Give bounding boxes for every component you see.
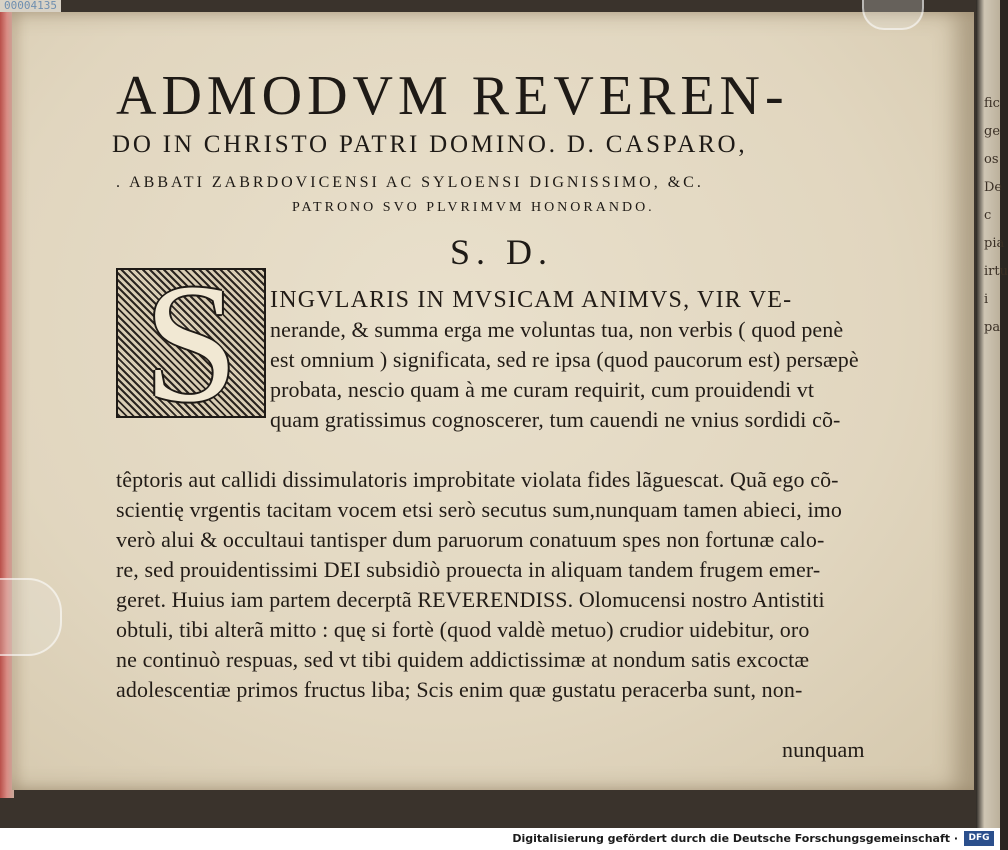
body-line: adolescentiæ primos fructus liba; Scis enim quæ gustatu peracerba sunt, non- (116, 677, 803, 702)
heading-line-4: PATRONO SVO PLVRIMVM HONORANDO. (292, 200, 655, 215)
decorated-initial (116, 249, 266, 437)
body-line: ne continuò respuas, sed vt tibi quidem addictissimæ at nondum satis excoctæ (116, 647, 810, 672)
funding-notice: Digitalisierung gefördert durch die Deutsche Forschungsgemeinschaft · (512, 832, 958, 845)
body-line: geret. Huius iam partem decerptã REVERENDISS. Olomucensi nostro Antistiti (116, 587, 825, 612)
body-line: verò alui & occultaui tantisper dum paruorum conatuum spes non fortunæ calo- (116, 527, 825, 552)
book-page (12, 12, 974, 790)
scan-id-label: 00004135 (0, 0, 61, 12)
adjacent-page-text: fic ge os De c pia irtu i pa (984, 96, 1008, 335)
initial-letter: S (143, 249, 239, 437)
body-line: obtuli, tibi alterã mitto : quę si fortè (quod valdè metuo) crudior uidebitur, oro (116, 617, 810, 642)
body-line: probata, nescio quam à me curam requirit, cum prouidendi vt (270, 377, 815, 402)
book-right-edge (976, 0, 1008, 830)
body-line: scientię vrgentis tacitam vocem etsi serò secutus sum,nunquam tamen abieci, imo (116, 497, 842, 522)
body-line: quam gratissimus cognoscerer, tum cauendi ne vnius sordidi cõ- (270, 407, 841, 432)
body-line: nunquam (782, 737, 865, 762)
page-clip-left (0, 578, 62, 656)
dfg-logo-icon: DFG (964, 831, 994, 846)
body-line: re, sed prouidentissimi DEI subsidiò prouecta in aliquam tandem frugem emer- (116, 557, 821, 582)
page-clip-top (862, 0, 924, 30)
page-text (12, 12, 974, 790)
heading-line-2: DO IN CHRISTO PATRI DOMINO. D. CASPARO, (112, 131, 748, 158)
salutation: S. D. (450, 232, 554, 272)
heading-line-3: . ABBATI ZABRDOVICENSI AC SYLOENSI DIGNISSIMO, &C. (116, 174, 704, 191)
body-line: est omnium ) significata, sed re ipsa (quod paucorum est) persæpè (270, 347, 859, 372)
heading-line-1: ADMODVM REVEREN- (116, 65, 789, 127)
footer-bar (0, 828, 1000, 850)
body-line: têptoris aut callidi dissimulatoris improbitate violata fides lãguescat. Quã ego cõ- (116, 467, 839, 492)
body-line: nerande, & summa erga me voluntas tua, non verbis ( quod penè (270, 317, 844, 342)
body-line: INGVLARIS IN MVSICAM ANIMVS, VIR VE- (270, 287, 793, 313)
